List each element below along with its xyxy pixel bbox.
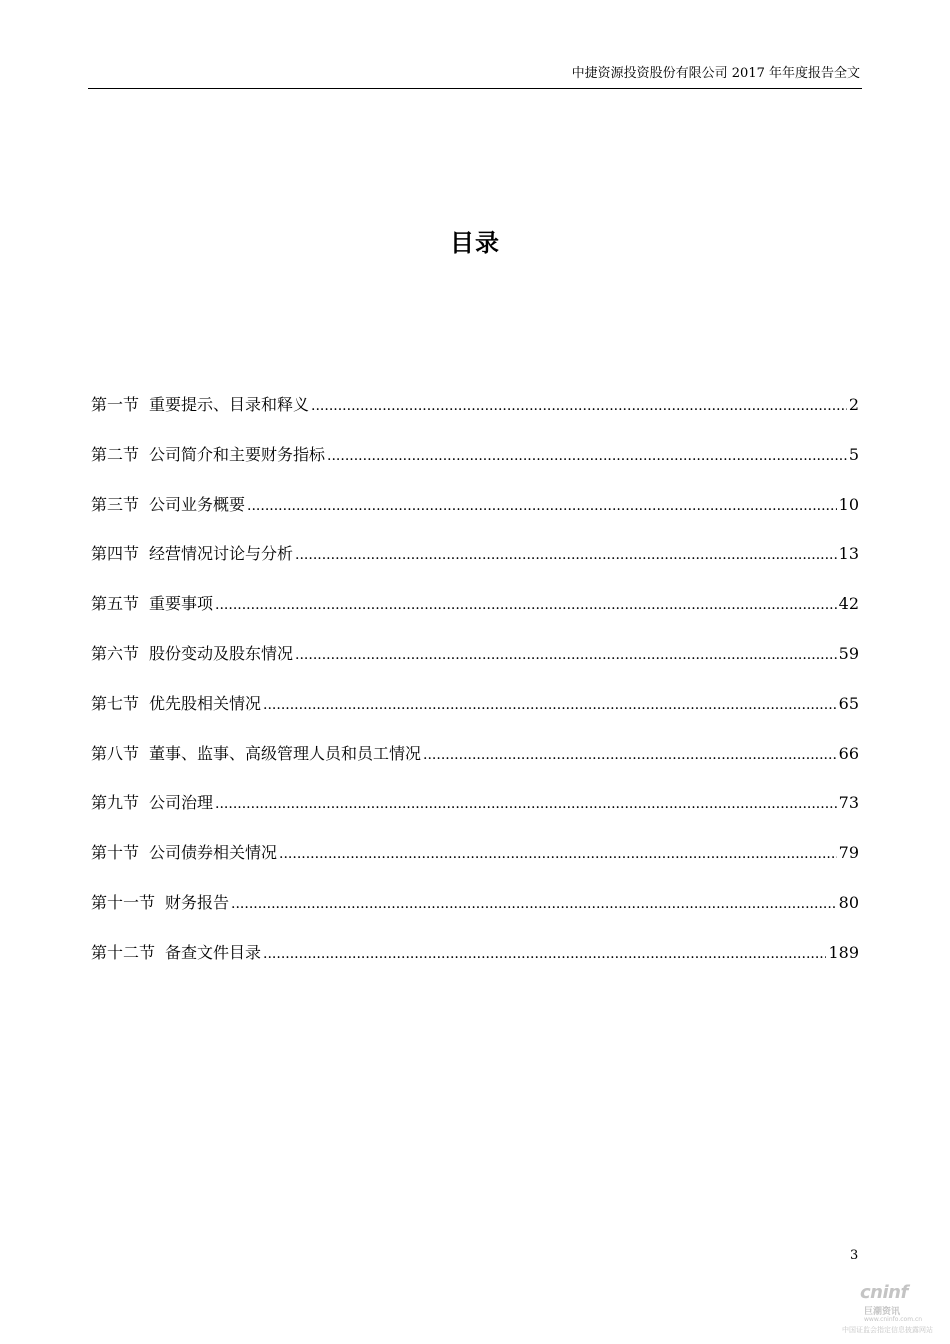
toc-page-number: 2 — [848, 395, 859, 414]
toc-dot-leader — [327, 443, 847, 469]
toc-section-name: 公司简介和主要财务指标 — [149, 444, 326, 464]
toc-section-name: 财务报告 — [165, 892, 230, 912]
toc-entry-9[interactable] — [91, 790, 859, 840]
watermark-brand: 巨潮资讯 — [864, 1307, 901, 1317]
toc-section-number: 第一节 — [91, 395, 140, 414]
page-title: 目录 — [450, 228, 500, 257]
toc-section-number: 第六节 — [91, 643, 140, 663]
toc-dot-leader — [295, 642, 837, 668]
toc-dot-leader — [423, 742, 837, 768]
toc-entry-1[interactable] — [91, 392, 859, 442]
toc-section-name: 经营情况讨论与分析 — [149, 544, 294, 564]
toc-dot-leader — [311, 393, 847, 419]
toc-section-name: 优先股相关情况 — [149, 693, 262, 713]
toc-dot-leader — [231, 891, 837, 917]
header-divider — [88, 88, 862, 89]
toc-section-name: 股份变动及股东情况 — [149, 643, 294, 663]
toc-page-number: 42 — [838, 594, 859, 614]
toc-page-number: 13 — [838, 544, 859, 564]
toc-section-number: 第八节 — [91, 743, 140, 763]
toc-entry-7[interactable] — [91, 691, 859, 741]
toc-entry-8[interactable] — [91, 741, 859, 791]
toc-entry-4[interactable] — [91, 541, 859, 591]
toc-section-number: 第九节 — [91, 793, 140, 813]
toc-dot-leader — [215, 791, 837, 817]
report-header-title: 中捷资源投资股份有限公司 2017 年年度报告全文 — [571, 66, 860, 81]
toc-section-name: 重要事项 — [149, 594, 214, 614]
toc-page-number: 73 — [838, 793, 859, 813]
toc-dot-leader — [263, 941, 826, 967]
toc-entry-3[interactable] — [91, 492, 859, 542]
toc-section-name: 重要提示、目录和释义 — [149, 395, 310, 414]
toc-section-number: 第十一节 — [91, 892, 156, 912]
toc-page-number: 5 — [848, 444, 859, 464]
toc-section-number: 第七节 — [91, 693, 140, 713]
watermark-tagline: 中国证监会指定信息披露网站 — [842, 1326, 933, 1334]
toc-section-name: 公司治理 — [149, 793, 214, 813]
toc-entry-12[interactable] — [91, 940, 859, 990]
toc-section-name: 备查文件目录 — [165, 942, 262, 962]
toc-section-number: 第三节 — [91, 494, 140, 514]
toc-entry-6[interactable] — [91, 641, 859, 691]
toc-page-number: 80 — [838, 892, 859, 912]
toc-section-number: 第十节 — [91, 843, 140, 863]
watermark-url: www.cninfo.com.cn — [864, 1316, 923, 1323]
toc-page-number: 66 — [838, 743, 859, 763]
toc-entry-5[interactable] — [91, 591, 859, 641]
toc-section-name: 公司业务概要 — [149, 494, 246, 514]
cninfo-logo: cninf — [860, 1282, 908, 1303]
toc-section-number: 第五节 — [91, 594, 140, 614]
page-number: 3 — [850, 1248, 859, 1263]
toc-dot-leader — [279, 841, 837, 867]
toc-dot-leader — [247, 493, 837, 519]
toc-dot-leader — [295, 542, 837, 568]
toc-page-number: 189 — [828, 942, 859, 962]
toc-dot-leader — [215, 592, 837, 618]
toc-section-name: 公司债券相关情况 — [149, 843, 278, 863]
toc-section-number: 第四节 — [91, 544, 140, 564]
toc-page-number: 10 — [838, 494, 859, 514]
toc-section-number: 第二节 — [91, 444, 140, 464]
toc-entry-10[interactable] — [91, 840, 859, 890]
toc-page-number: 65 — [838, 693, 859, 713]
toc-page-number: 79 — [838, 843, 859, 863]
toc-entry-11[interactable] — [91, 890, 859, 940]
toc-entry-2[interactable] — [91, 442, 859, 492]
cninfo-watermark — [838, 1280, 948, 1340]
toc-section-name: 董事、监事、高级管理人员和员工情况 — [149, 743, 422, 763]
toc-page-number: 59 — [838, 643, 859, 663]
toc-dot-leader — [263, 692, 837, 718]
toc-section-number: 第十二节 — [91, 942, 156, 962]
table-of-contents — [91, 392, 859, 990]
